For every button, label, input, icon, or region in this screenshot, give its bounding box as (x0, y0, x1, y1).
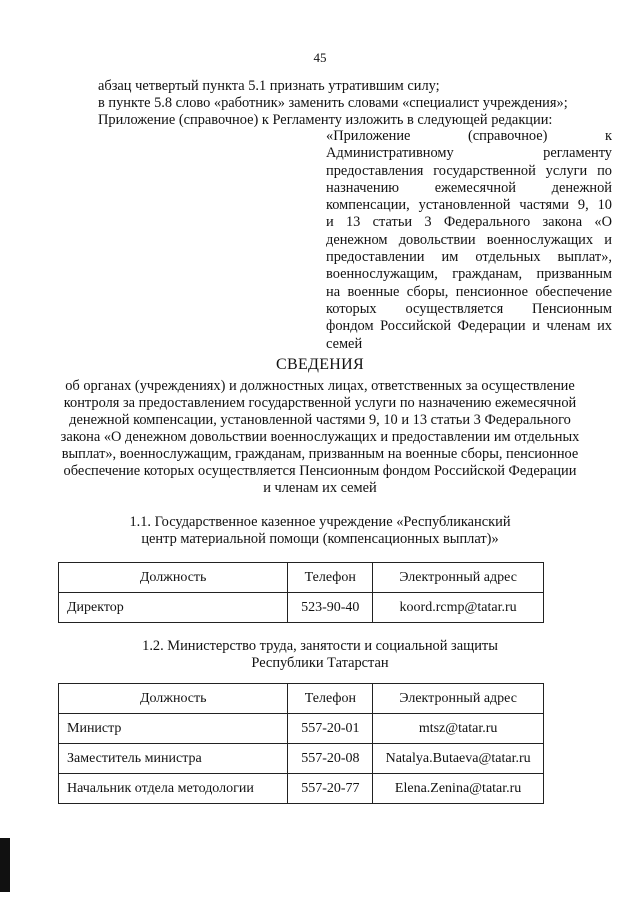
contacts-table-1 (58, 562, 544, 623)
email-cell: Natalya.Butaeva@tatar.ru (373, 744, 544, 774)
appendix-line: предоставления государственной услуги по (326, 162, 612, 179)
appendix-line: Административному регламенту (326, 145, 612, 162)
table-row (59, 714, 544, 744)
email-cell: koord.rcmp@tatar.ru (373, 593, 544, 623)
column-header: Телефон (288, 684, 373, 714)
section-heading: центр материальной помощи (компенсационных выплат)» (141, 531, 499, 547)
page-number: 45 (313, 50, 327, 65)
subtitle-line: и членам их семей (263, 480, 377, 496)
subtitle-line: об органах (учреждениях) и должностных лицах, ответственных за осуществление (65, 378, 575, 394)
column-header: Должность (59, 563, 288, 593)
position-cell: Директор (59, 593, 288, 623)
paragraph-3: Приложение (справочное) к Регламенту изложить в следующей редакции: (98, 112, 553, 128)
section-heading: 1.1. Государственное казенное учреждение «Республиканский (129, 514, 511, 530)
appendix-line: назначению ежемесячной денежной (326, 179, 612, 196)
email-cell: Elena.Zenina@tatar.ru (373, 774, 544, 804)
column-header: Электронный адрес (373, 684, 544, 714)
appendix-line: денежном довольствии военнослужащих и (326, 231, 612, 248)
table-header-row (59, 684, 544, 714)
section-heading: 1.2. Министерство труда, занятости и социальной защиты (142, 638, 498, 654)
document-title: СВЕДЕНИЯ (276, 356, 364, 373)
appendix-line: семей (326, 335, 363, 352)
position-cell: Начальник отдела методологии (59, 774, 288, 804)
column-header: Электронный адрес (373, 563, 544, 593)
table-row (59, 593, 544, 623)
subtitle-line: выплат», военнослужащим, гражданам, призванным на военные сборы, пенсионное (61, 446, 579, 462)
phone-cell: 557-20-77 (288, 774, 373, 804)
appendix-line: которых осуществляется Пенсионным (326, 300, 612, 317)
appendix-line: фондом Российской Федерации и членам их (326, 318, 612, 335)
appendix-reference (326, 128, 612, 353)
position-cell: Министр (59, 714, 288, 744)
column-header: Телефон (288, 563, 373, 593)
scan-edge-mark (0, 838, 10, 892)
table-header-row (59, 563, 544, 593)
subtitle-line: контроля за предоставлением государственной услуги по назначению ежемесячной (63, 395, 577, 411)
contacts-table-2 (58, 683, 544, 804)
subtitle-line: денежной компенсации, установленной частями 9, 10 и 13 статьи 3 Федерального (69, 412, 571, 428)
subtitle-line: закона «О денежном довольствии военнослужащих и предоставлении им отдельных (60, 429, 580, 445)
paragraph-1: абзац четвертый пункта 5.1 признать утратившим силу; (98, 78, 440, 94)
email-cell: mtsz@tatar.ru (373, 714, 544, 744)
paragraph-2: в пункте 5.8 слово «работник» заменить словами «специалист учреждения»; (98, 95, 568, 111)
table-row (59, 774, 544, 804)
phone-cell: 557-20-08 (288, 744, 373, 774)
appendix-line: и 13 статьи 3 Федерального закона «О (326, 214, 612, 231)
column-header: Должность (59, 684, 288, 714)
phone-cell: 557-20-01 (288, 714, 373, 744)
appendix-line: «Приложение (справочное) к (326, 128, 612, 144)
subtitle-line: обеспечение которых осуществляется Пенсионным фондом Российской Федерации (63, 463, 577, 479)
phone-cell: 523-90-40 (288, 593, 373, 623)
position-cell: Заместитель министра (59, 744, 288, 774)
appendix-line: компенсации, установленной частями 9, 10 (326, 197, 612, 214)
appendix-line: военнослужащим, гражданам, призванным (326, 266, 612, 283)
section-heading: Республики Татарстан (251, 655, 389, 671)
appendix-line: на военные сборы, пенсионное обеспечение (326, 283, 612, 300)
appendix-line: предоставлении им отдельных выплат», (326, 249, 612, 266)
table-row (59, 744, 544, 774)
